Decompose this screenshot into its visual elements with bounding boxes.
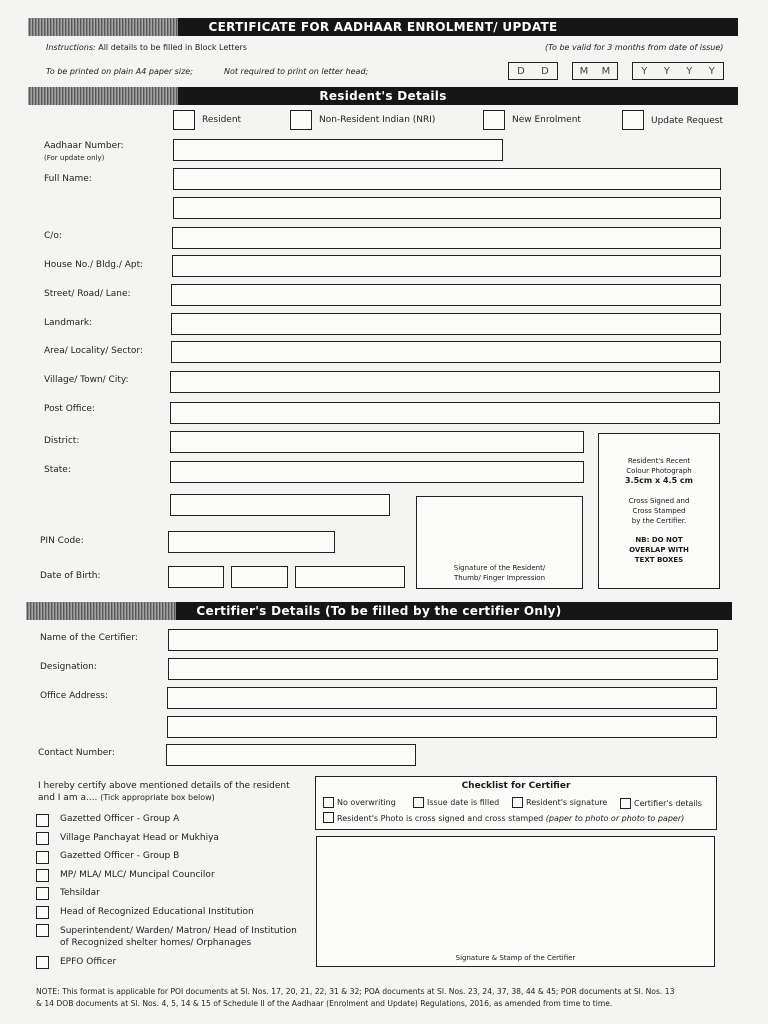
resident-section-title: Resident's Details [319,89,447,103]
footer-note-1: NOTE: This format is applicable for POI documents at Sl. Nos. 17, 20, 21, 22, 31 & 32; POA documents at Sl. Nos. 23, 24, 37, 38, 44 & 45; POR documents at Sl. Nos. 13 [36,987,675,996]
role-mp-mla-label: MP/ MLA/ MLC/ Muncipal Councilor [60,870,215,880]
instructions-text: All details to be filled in Block Letters [98,43,247,52]
photo-nb-1: NB: DO NOT [635,536,683,544]
update-request-label: Update Request [651,116,724,126]
check-certifier-details-label: Certifier's details [634,799,702,808]
certifier-stamp-box[interactable] [316,836,715,967]
check-certifier-details[interactable] [620,798,631,809]
village-input[interactable] [170,371,720,393]
full-name-input-1[interactable] [173,168,721,190]
day-char-2: D [541,65,549,77]
post-office-input[interactable] [170,402,720,424]
house-label: House No./ Bldg./ Apt: [44,260,144,270]
certify-line-2 [38,793,215,803]
issue-date-month[interactable] [572,62,618,80]
village-label: Village/ Town/ City: [44,375,129,385]
contact-label: Contact Number: [38,748,115,758]
update-request-checkbox[interactable] [622,110,644,130]
pin-label: PIN Code: [40,536,84,546]
pin-input[interactable] [168,531,335,553]
role-mp-mla-checkbox[interactable] [36,869,49,882]
validity-note: (To be valid for 3 months from date of issue) [545,43,724,52]
district-input[interactable] [170,431,584,453]
aadhaar-input[interactable] [173,139,503,161]
office-address-input-1[interactable] [167,687,717,709]
post-office-label: Post Office: [44,404,95,414]
letterhead-note: Not required to print on letter head; [224,67,369,76]
check-issue-date[interactable] [413,797,424,808]
district-label: District: [44,436,80,446]
resident-signature-box[interactable] [416,496,583,589]
dob-month-input[interactable] [231,566,288,588]
certifier-section-band [26,602,732,620]
check-resident-signature-label: Resident's signature [526,798,608,807]
year-char-1: Y [641,65,648,77]
photo-cross-1: Cross Signed and [628,497,690,505]
photo-nb-2: OVERLAP WITH [629,546,689,554]
role-superintendent-label: Superintendent/ Warden/ Matron/ Head of Institution [60,926,297,936]
dob-label: Date of Birth: [40,571,101,581]
new-enrolment-label: New Enrolment [512,115,581,125]
role-superintendent-checkbox[interactable] [36,924,49,937]
new-enrolment-checkbox[interactable] [483,110,505,130]
house-input[interactable] [172,255,721,277]
check-issue-date-label: Issue date is filled [427,798,500,807]
role-tehsildar-checkbox[interactable] [36,887,49,900]
form-title: CERTIFICATE FOR AADHAAR ENROLMENT/ UPDATE [208,20,558,34]
certify-tick-note: (Tick appropriate box below) [100,793,215,802]
landmark-input[interactable] [171,313,721,335]
certify-line-1: I hereby certify above mentioned details of the resident [38,781,290,791]
year-char-4: Y [708,65,715,77]
area-input[interactable] [171,341,721,363]
issue-date-day[interactable] [508,62,558,80]
instructions [46,43,247,52]
resident-checkbox[interactable] [173,110,195,130]
certifier-section-title: Certifier's Details (To be filled by the certifier Only) [196,604,562,618]
designation-input[interactable] [168,658,718,680]
signature-caption-2: Thumb/ Finger Impression [453,574,546,582]
check-no-overwriting[interactable] [323,797,334,808]
role-education-head-label: Head of Recognized Educational Institution [60,907,254,917]
month-char-2: M [601,65,611,77]
photo-line-2: Colour Photograph [626,467,692,475]
photo-nb-3: TEXT BOXES [634,556,684,564]
full-name-input-2[interactable] [173,197,721,219]
year-char-3: Y [686,65,693,77]
role-superintendent-continuation: of Recognized shelter homes/ Orphanages [60,938,252,948]
photo-cross-3: by the Certifier. [631,517,687,525]
full-name-label: Full Name: [44,174,92,184]
role-epfo-checkbox[interactable] [36,956,49,969]
check-photo-cross-signed[interactable] [323,812,334,823]
issue-date-year[interactable] [632,62,724,80]
office-address-input-2[interactable] [167,716,717,738]
certifier-name-input[interactable] [168,629,718,651]
area-label: Area/ Locality/ Sector: [44,346,143,356]
street-input[interactable] [171,284,721,306]
check-no-overwriting-label: No overwriting [337,798,396,807]
checklist-title: Checklist for Certifier [461,781,571,791]
dob-day-input[interactable] [168,566,224,588]
check-photo-text: Resident's Photo is cross signed and cross stamped [337,814,544,823]
form-title-band [28,18,738,36]
nri-type-label: Non-Resident Indian (NRI) [319,115,436,125]
role-gazetted-a-checkbox[interactable] [36,814,49,827]
instructions-label: Instructions: [46,43,96,52]
resident-type-label: Resident [202,115,242,125]
office-address-label: Office Address: [40,691,109,701]
check-photo-note: (paper to photo or photo to paper) [545,814,685,823]
state-input-1[interactable] [170,461,584,483]
role-epfo-label: EPFO Officer [60,957,117,967]
co-input[interactable] [172,227,721,249]
role-panchayat-checkbox[interactable] [36,832,49,845]
paper-note: To be printed on plain A4 paper size; [46,67,193,76]
certify-line-2-text: and I am a.... [38,793,98,803]
certifier-name-label: Name of the Certifier: [40,633,138,643]
contact-input[interactable] [166,744,416,766]
state-label: State: [44,465,71,475]
role-panchayat-label: Village Panchayat Head or Mukhiya [60,833,219,843]
role-gazetted-a-label: Gazetted Officer - Group A [60,814,180,824]
designation-label: Designation: [40,662,97,672]
photo-size: 3.5cm x 4.5 cm [624,476,693,485]
landmark-label: Landmark: [44,318,93,328]
role-tehsildar-label: Tehsildar [60,888,100,898]
role-gazetted-b-label: Gazetted Officer - Group B [60,851,180,861]
footer-note-2: & 14 DOB documents at Sl. Nos. 4, 5, 14 & 15 of Schedule II of the Aadhaar (Enrolment and Update) Regulations, 2016, as amended from time to time. [36,999,613,1008]
signature-caption-1: Signature of the Resident/ [453,564,546,572]
co-label: C/o: [44,231,62,241]
state-input-2[interactable] [170,494,390,516]
month-char-1: M [579,65,589,77]
nri-checkbox[interactable] [290,110,312,130]
photo-line-1: Resident's Recent [627,457,691,465]
photo-box[interactable] [598,433,720,589]
stamp-caption: Signature & Stamp of the Certifier [455,954,576,962]
year-char-2: Y [663,65,670,77]
check-photo-cross-signed-label [337,814,684,823]
resident-section-band [28,87,738,105]
role-education-head-checkbox[interactable] [36,906,49,919]
street-label: Street/ Road/ Lane: [44,289,131,299]
aadhaar-note: (For update only) [44,154,105,162]
aadhaar-label: Aadhaar Number: [44,141,124,151]
check-resident-signature[interactable] [512,797,523,808]
dob-year-input[interactable] [295,566,405,588]
day-char-1: D [517,65,525,77]
photo-cross-2: Cross Stamped [632,507,686,515]
role-gazetted-b-checkbox[interactable] [36,851,49,864]
